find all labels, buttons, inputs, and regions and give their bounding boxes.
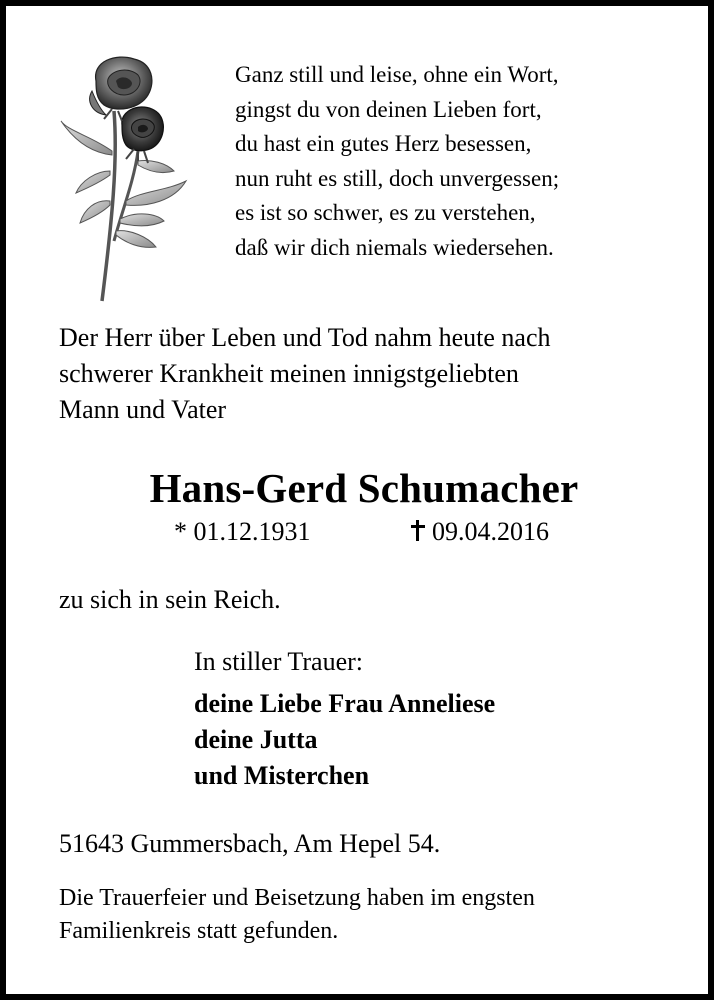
poem-line: Ganz still und leise, ohne ein Wort, — [235, 62, 559, 87]
intro-line: Der Herr über Leben und Tod nahm heute nach — [59, 323, 551, 352]
poem-line: daß wir dich niemals wiedersehen. — [235, 234, 554, 260]
intro-line: schwerer Krankheit meinen innigstgeliebten — [59, 359, 519, 388]
death-date: 09.04.2016 — [432, 517, 549, 546]
notice-line: Die Trauerfeier und Beisetzung haben im engsten — [59, 885, 535, 911]
survivor-name: und Misterchen — [194, 761, 370, 790]
poem-line: du hast ein gutes Herz besessen, — [235, 131, 532, 157]
intro-line: Mann und Vater — [59, 395, 227, 424]
cross-icon — [411, 520, 425, 541]
poem-line: es ist so schwer, es zu verstehen, — [235, 200, 536, 226]
deceased-name: Hans-Gerd Schumacher — [149, 465, 579, 511]
survivor-name: deine Jutta — [194, 725, 318, 754]
notice-line: Familienkreis statt gefunden. — [59, 918, 339, 944]
address: 51643 Gummersbach, Am Hepel 54. — [59, 829, 441, 858]
funeral-notice — [59, 882, 535, 948]
intro-text — [59, 320, 679, 428]
closing-phrase: zu sich in sein Reich. — [59, 585, 281, 614]
rose-icon — [56, 51, 196, 306]
poem-line: nun ruht es still, doch unvergessen; — [235, 165, 560, 191]
poem — [235, 58, 665, 266]
poem-line: gingst du von deinen Lieben fort, — [235, 96, 542, 122]
birth-date: * 01.12.1931 — [174, 517, 311, 546]
survivor-name: deine Liebe Frau Anneliese — [194, 689, 496, 718]
mourning-label: In stiller Trauer: — [194, 647, 363, 676]
survivors-list — [194, 686, 495, 794]
death-date-row — [411, 514, 549, 550]
